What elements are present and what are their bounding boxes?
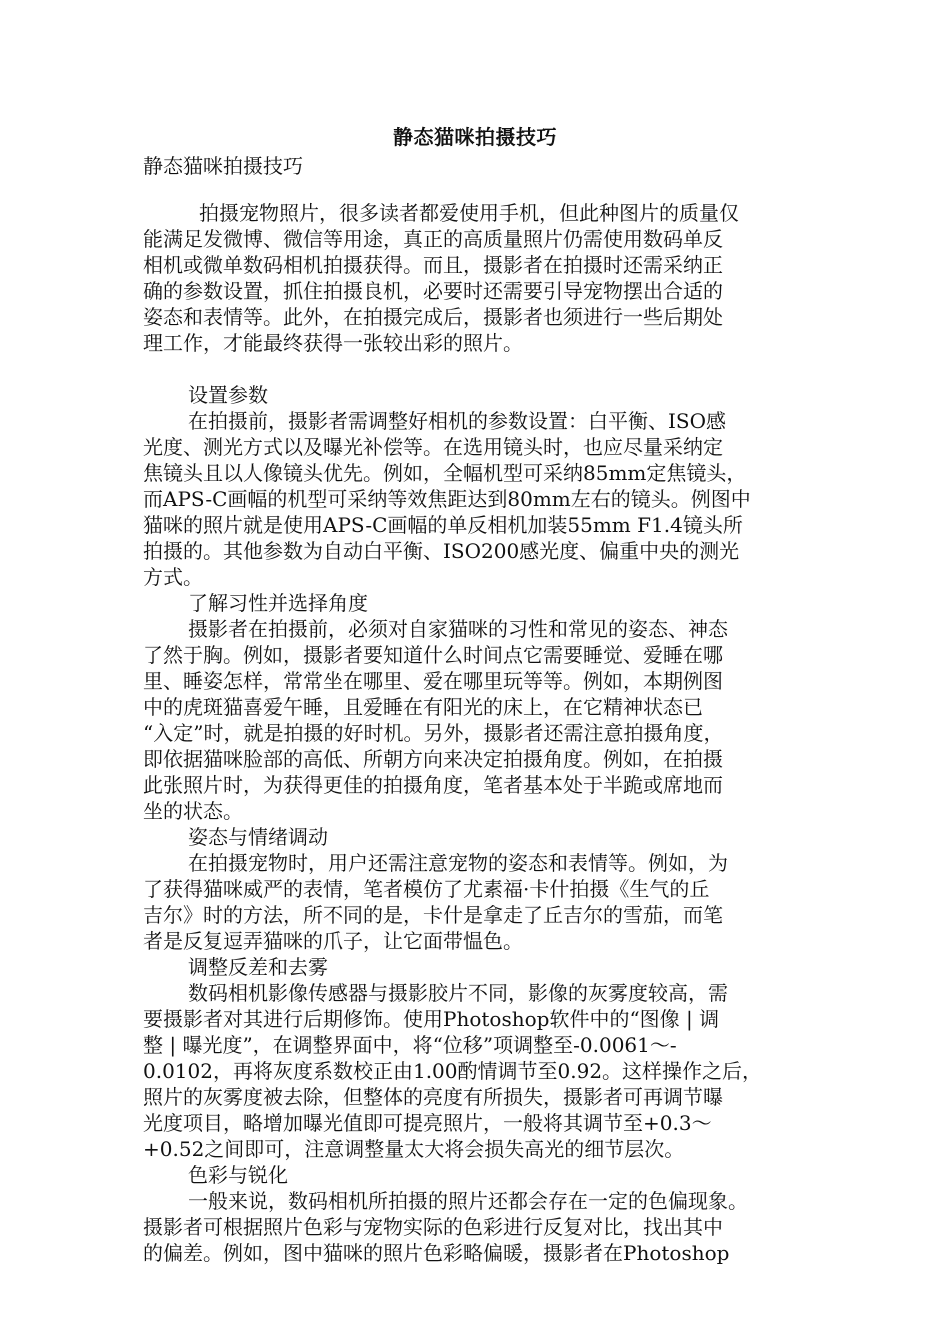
section-heading: 调整反差和去雾 [188,955,328,979]
section-line: 一般来说，数码相机所拍摄的照片还都会存在一定的色偏现象。 [188,1189,748,1213]
section-line: 坐的状态。 [143,799,243,823]
section-line: 在拍摄宠物时，用户还需注意宠物的姿态和表情等。例如，为 [188,851,728,875]
section-line: 光度项目，略增加曝光值即可提亮照片，一般将其调节至+0.3～ [143,1111,712,1135]
section-line: 0.0102，再将灰度系数校正由1.00酌情调节至0.92。这样操作之后， [143,1059,763,1083]
section-line: 照片的灰雾度被去除，但整体的亮度有所损失，摄影者可再调节曝 [143,1085,723,1109]
section-line: +0.52之间即可，注意调整量太大将会损失高光的细节层次。 [143,1137,685,1161]
section-line: 光度、测光方式以及曝光补偿等。在选用镜头时，也应尽量采纳定 [143,435,723,459]
section-line: 了然于胸。例如，摄影者要知道什么时间点它需要睡觉、爱睡在哪 [143,643,723,667]
section-heading: 色彩与锐化 [188,1163,288,1187]
section-line: 数码相机影像传感器与摄影胶片不同，影像的灰雾度较高，需 [188,981,728,1005]
section-line: 里、睡姿怎样，常常坐在哪里、爱在哪里玩等等。例如，本期例图 [143,669,723,693]
intro-line: 理工作，才能最终获得一张较出彩的照片。 [143,331,523,355]
section-line: 摄影者可根据照片色彩与宠物实际的色彩进行反复对比，找出其中 [143,1215,723,1239]
section-line: 方式。 [143,565,203,589]
section-line: 即依据猫咪脸部的高低、所朝方向来决定拍摄角度。例如，在拍摄 [143,747,723,771]
section-line: 中的虎斑猫喜爱午睡，且爱睡在有阳光的床上，在它精神状态已 [143,695,703,719]
intro-line: 姿态和表情等。此外，在拍摄完成后，摄影者也须进行一些后期处 [143,305,723,329]
section-line: 了获得猫咪威严的表情，笔者模仿了尤素福·卡什拍摄《生气的丘 [143,877,710,901]
document-title: 静态猫咪拍摄技巧 [393,125,557,149]
section-line: 吉尔》时的方法，所不同的是，卡什是拿走了丘吉尔的雪茄，而笔 [143,903,723,927]
intro-line: 相机或微单数码相机拍摄获得。而且，摄影者在拍摄时还需采纳正 [143,253,723,277]
section-line: 猫咪的照片就是使用APS-C画幅的单反相机加装55mm F1.4镜头所 [143,513,743,537]
section-heading: 了解习性并选择角度 [188,591,368,615]
section-line: 摄影者在拍摄前，必须对自家猫咪的习性和常见的姿态、神态 [188,617,728,641]
section-line: 焦镜头且以人像镜头优先。例如，全幅机型可采纳85mm定焦镜头， [143,461,747,485]
section-line: 的偏差。例如，图中猫咪的照片色彩略偏暖，摄影者在Photoshop [143,1241,730,1265]
document-body [143,200,813,1266]
intro-line: 确的参数设置，抓住拍摄良机，必要时还需要引导宠物摆出合适的 [143,279,723,303]
section-line: 在拍摄前，摄影者需调整好相机的参数设置：白平衡、ISO感 [188,409,726,433]
section-line: 此张照片时，为获得更佳的拍摄角度，笔者基本处于半跪或席地而 [143,773,723,797]
section-heading: 姿态与情绪调动 [188,825,328,849]
section-line: 拍摄的。其他参数为自动白平衡、ISO200感光度、偏重中央的测光 [143,539,740,563]
section-line: 者是反复逗弄猫咪的爪子，让它面带愠色。 [143,929,523,953]
intro-line: 能满足发微博、微信等用途，真正的高质量照片仍需使用数码单反 [143,227,723,251]
section-line: 而APS-C画幅的机型可采纳等效焦距达到80mm左右的镜头。例图中 [143,487,751,511]
section-line: 整 | 曝光度”，在调整界面中，将“位移”项调整至-0.0061～- [143,1033,677,1057]
section-heading: 设置参数 [188,383,268,407]
paragraph-gap [143,356,813,382]
intro-line: 拍摄宠物照片，很多读者都爱使用手机，但此种图片的质量仅 [199,201,739,225]
section-line: 要摄影者对其进行后期修饰。使用Photoshop软件中的“图像 | 调 [143,1007,720,1031]
document-subtitle: 静态猫咪拍摄技巧 [143,154,303,178]
section-line: “入定”时，就是拍摄的好时机。另外，摄影者还需注意拍摄角度， [143,721,724,745]
